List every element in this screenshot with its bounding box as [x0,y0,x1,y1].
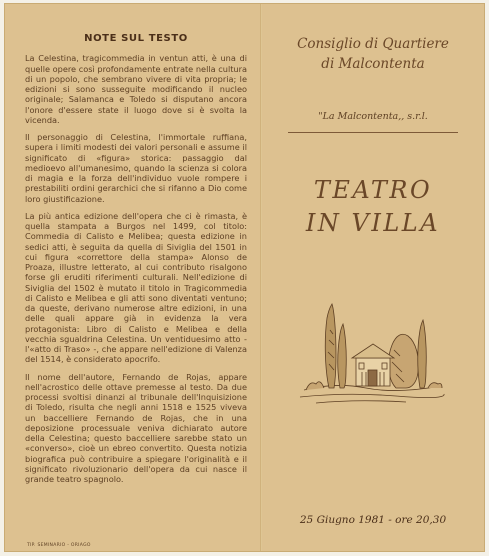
printer-credit: TIP. SEMINARIO - ORIAGO [27,543,91,548]
event-date: 25 Giugno 1981 - ore 20,30 [299,514,447,526]
notes-heading: NOTE SUL TESTO [84,33,188,44]
event-title-line-2: IN VILLA [305,209,441,237]
organizer-line-2: di Malcontenta [321,56,425,72]
company-name: "La Malcontenta,, s.r.l. [318,111,428,122]
notes-paragraph-2: Il personaggio di Celestina, l'immortale ruffiana, supera i limiti modesti dei valori personali e assume il significato di «figura» storica: passaggio dal medioevo all'umanesimo, quando la scienza si colora di magia e la forza dell'individuo vuole rompere i prestabiliti ordini gerarchici che si rifanno a Dio come loro giustificazione. [25,132,247,204]
program-leaflet [4,3,485,552]
notes-paragraph-1: La Celestina, tragicommedia in ventun atti, è una di quelle opere così profondamente entrate nella cultura di un popolo, che sembrano vivere di vita propria; le edizioni si sono susseguite modificando il nucleo originale; Salamanca e Toledo si disputano ancora l'onore d'essere state il luogo dove si è svolta la vicenda. [25,53,247,125]
event-title [262,174,484,240]
event-title-line-1: TEATRO [313,176,433,204]
notes-paragraph-3: La più antica edizione dell'opera che ci è rimasta, è quella stampata a Burgos nel 1499, col titolo: Commedia di Calisto e Melibea; questa edizione in sedici atti, è seguita da quella di Siviglia del 1501 in cui figura «correttore della stampa» Alonso de Proaza, illustre letterato, al cui contributo risalgono forse gli eruditi riferimenti culturali. Nell'edizione di Siviglia del 1502 è mutato il titolo in Tragicommedia di Calisto e Melibea e gli atti sono diventati ventuno; da queste, derivano numerose altre edizioni, in una delle quali appare già in evidenza la vera protagonista: Libro di Calisto e Melibea e della vecchia sgualdrina Celestina. Un ventiduesimo atto - l'«atto di Traso» -, che appare nell'edizione di Valenza del 1514, è considerato apocrifo. [25,210,247,365]
organizer-heading [262,34,484,74]
notes-paragraph-4: Il nome dell'autore, Fernando de Rojas, appare nell'acrostico delle ottave premesse al testo. Da due processi svoltisi dinanzi al tribunale dell'Inquisizione di Toledo, risulta che negli anni 1518 e 1525 viveva un baccelliere Fernando de Rojas, che in una deposizione processuale veniva dichiarato autore della Celestina; questo baccelliere sarebbe stato un «converso», cioè un ebreo convertito. Questa notizia biografica può contribuire a spiegare l'originalità e il significato rivoluzionario dell'opera da cui nasce il grande teatro spagnolo. [25,371,247,484]
cover-panel [262,4,484,551]
villa-illustration [296,300,446,408]
divider-rule [288,132,458,133]
organizer-line-1: Consiglio di Quartiere [297,36,449,52]
notes-panel [25,34,247,491]
